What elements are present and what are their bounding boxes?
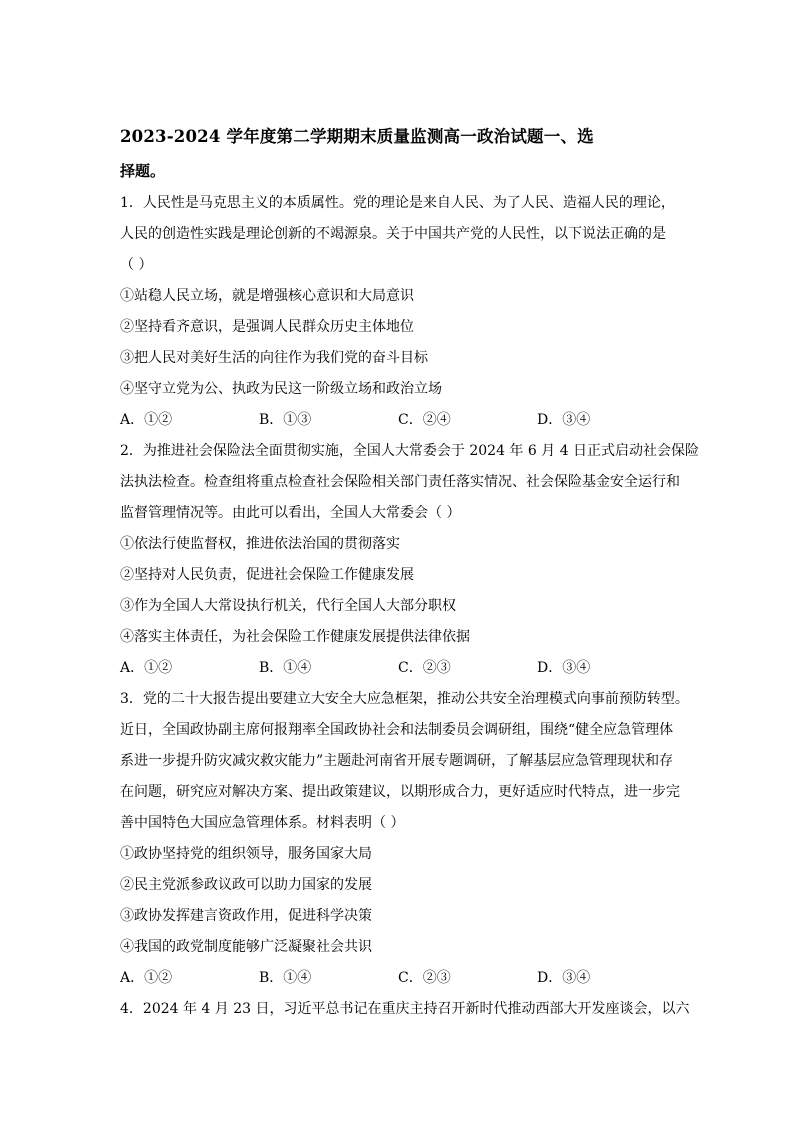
option-d: D．③④ <box>537 660 591 676</box>
question-stem-line: 3．党的二十大报告提出要建立大安全大应急框架，推动公共安全治理模式向事前预防转型。 <box>120 691 689 707</box>
document-title: 2023-2024 学年度第二学期期末质量监测高一政治试题一、选 <box>120 127 594 146</box>
option-c: C．②③ <box>398 970 451 986</box>
statement-item: ②坚持看齐意识，是强调人民群众历史主体地位 <box>120 319 414 335</box>
question-stem-line: 善中国特色大国应急管理体系。材料表明（ ） <box>120 815 405 831</box>
question-stem-line: 近日，全国政协副主席何报翔率全国政协社会和法制委员会调研组，围绕“健全应急管理体 <box>120 722 674 738</box>
document-content <box>120 120 700 1025</box>
option-b: B．①④ <box>259 970 312 986</box>
statement-item: ④我国的政党制度能够广泛凝聚社会共识 <box>120 939 372 955</box>
question-stem-line: 在问题，研究应对解决方案、提出政策建议，以期形成合力，更好适应时代特点，进一步完 <box>120 784 680 800</box>
option-b: B．①④ <box>259 660 312 676</box>
question-stem-line: 4．2024 年 4 月 23 日，习近平总书记在重庆主持召开新时代推动西部大开发座谈会，以六 <box>120 1001 690 1017</box>
option-d: D．③④ <box>537 970 591 986</box>
option-a: A．①② <box>120 970 173 986</box>
option-d: D．③④ <box>537 412 591 428</box>
option-b: B．①③ <box>259 412 312 428</box>
question-stem-line: 1．人民性是马克思主义的本质属性。党的理论是来自人民、为了人民、造福人民的理论， <box>120 195 675 211</box>
statement-item: ②坚持对人民负责，促进社会保险工作健康发展 <box>120 567 414 583</box>
answer-options <box>120 405 690 436</box>
question-1 <box>120 188 690 436</box>
question-stem-line: 系进一步提升防灾减灾救灾能力”主题赴河南省开展专题调研，了解基层应急管理现状和存 <box>120 753 674 769</box>
statement-item: ①政协坚持党的组织领导，服务国家大局 <box>120 846 372 862</box>
option-a: A．①② <box>120 412 173 428</box>
statement-item: ④坚守立党为公、执政为民这一阶级立场和政治立场 <box>120 381 442 397</box>
statement-item: ③政协发挥建言资政作用，促进科学决策 <box>120 908 372 924</box>
question-stem-line: 监督管理情况等。由此可以看出，全国人大常委会（ ） <box>120 505 461 521</box>
question-stem-line: （ ） <box>120 257 153 273</box>
statement-item: ①依法行使监督权，推进依法治国的贯彻落实 <box>120 536 400 552</box>
option-c: C．②③ <box>398 660 451 676</box>
statement-item: ①站稳人民立场，就是增强核心意识和大局意识 <box>120 288 414 304</box>
question-3 <box>120 684 690 994</box>
question-4 <box>120 994 690 1025</box>
statement-item: ③作为全国人大常设执行机关，代行全国人大部分职权 <box>120 598 456 614</box>
question-stem-line: 人民的创造性实践是理论创新的不竭源泉。关于中国共产党的人民性，以下说法正确的是 <box>120 226 666 242</box>
question-stem-line: 法执法检查。检查组将重点检查社会保险相关部门责任落实情况、社会保险基金安全运行和 <box>120 474 680 490</box>
question-stem-line: 2．为推进社会保险法全面贯彻实施，全国人大常委会于 2024 年 6 月 4 日正式启动社会保险 <box>120 443 700 459</box>
question-2 <box>120 436 700 684</box>
statement-item: ④落实主体责任，为社会保险工作健康发展提供法律依据 <box>120 629 470 645</box>
option-c: C．②④ <box>398 412 451 428</box>
option-a: A．①② <box>120 660 173 676</box>
statement-item: ②民主党派参政议政可以助力国家的发展 <box>120 877 372 893</box>
answer-options <box>120 653 690 684</box>
answer-options <box>120 963 690 994</box>
document-title-continuation: 择题。 <box>120 162 166 180</box>
statement-item: ③把人民对美好生活的向往作为我们党的奋斗目标 <box>120 350 428 366</box>
